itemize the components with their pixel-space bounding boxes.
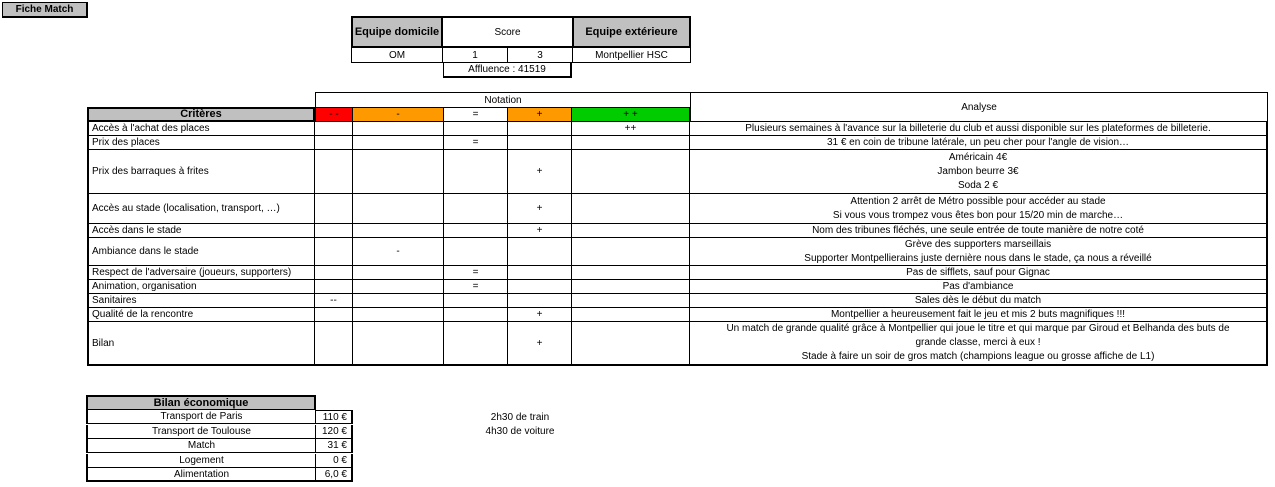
away-team-name: Montpellier HSC (572, 48, 691, 63)
score-header: Score (443, 16, 572, 48)
rating-mark: + (508, 194, 572, 224)
analysis-line: Soda 2 € (957, 179, 999, 191)
rating-mark (444, 322, 508, 366)
rating-mark: + (508, 308, 572, 322)
home-team-name: OM (351, 48, 443, 63)
criterion-label: Prix des places (87, 136, 315, 150)
rating-mark (444, 150, 508, 194)
analysis-header: Analyse (690, 92, 1268, 122)
away-team-header: Equipe extérieure (572, 16, 691, 48)
expense-value: 31 € (316, 439, 353, 453)
criterion-label: Animation, organisation (87, 280, 315, 294)
rating-mark (315, 224, 353, 238)
home-team-header: Equipe domicile (351, 16, 443, 48)
criterion-label: Accès au stade (localisation, transport, …) (87, 194, 315, 224)
criterion-label: Respect de l'adversaire (joueurs, supporters) (87, 266, 315, 280)
rating-mark (315, 194, 353, 224)
scale-neutral: = (444, 107, 508, 122)
rating-mark (572, 136, 690, 150)
rating-mark (315, 280, 353, 294)
rating-mark (315, 122, 353, 136)
rating-mark (508, 266, 572, 280)
rating-mark (353, 122, 444, 136)
criterion-label: Qualité de la rencontre (87, 308, 315, 322)
analysis-cell (690, 194, 1268, 224)
analysis-cell (690, 238, 1268, 266)
rating-mark: = (444, 136, 508, 150)
analysis-line: Un match de grande qualité grâce à Montpellier qui joue le titre et qui marque par Giroud et Belhanda des buts de (726, 323, 1230, 334)
scale-very-good: + + (572, 107, 690, 122)
expense-label: Transport de Toulouse (86, 425, 316, 439)
analysis-line: 31 € en coin de tribune latérale, un peu cher pour l'angle de vision… (826, 136, 1130, 148)
scale-very-bad: - - (315, 107, 353, 122)
expense-value: 6,0 € (316, 468, 353, 482)
analysis-cell (690, 308, 1268, 322)
rating-mark (353, 194, 444, 224)
home-score: 1 (443, 48, 508, 63)
expense-value: 110 € (316, 410, 353, 424)
rating-mark (444, 308, 508, 322)
rating-mark (315, 150, 353, 194)
rating-mark (572, 280, 690, 294)
rating-mark: -- (315, 294, 353, 308)
rating-mark (572, 150, 690, 194)
analysis-cell (690, 122, 1268, 136)
analysis-line: Jambon beurre 3€ (937, 165, 1019, 177)
rating-mark (572, 238, 690, 266)
rating-mark (353, 150, 444, 194)
rating-mark: = (444, 280, 508, 294)
economics-header: Bilan économique (86, 395, 316, 410)
rating-mark (572, 224, 690, 238)
analysis-line: Stade à faire un soir de gros match (champions league ou grosse affiche de L1) (801, 351, 1155, 362)
expense-label: Alimentation (86, 468, 316, 482)
notation-header: Notation (315, 92, 690, 107)
expense-value: 0 € (316, 454, 353, 468)
rating-mark (572, 308, 690, 322)
analysis-cell (690, 280, 1268, 294)
rating-mark (353, 280, 444, 294)
rating-mark (353, 294, 444, 308)
analysis-cell (690, 266, 1268, 280)
criterion-label: Ambiance dans le stade (87, 238, 315, 266)
page-title: Fiche Match (2, 2, 88, 18)
analysis-line: Grève des supporters marseillais (904, 238, 1052, 250)
analysis-line: Nom des tribunes fléchés, une seule entrée de toute manière de notre coté (812, 224, 1144, 236)
analysis-line: Pas de sifflets, sauf pour Gignac (906, 266, 1050, 278)
rating-mark: + (508, 322, 572, 366)
economics-table (86, 395, 354, 483)
rating-mark (508, 280, 572, 294)
analysis-line: Supporter Montpellierains juste dernière nous dans le stade, ça nous a réveillé (804, 252, 1152, 264)
rating-mark (572, 322, 690, 366)
analysis-cell (690, 224, 1268, 238)
analysis-line: grande classe, merci à eux ! (915, 337, 1041, 348)
rating-mark (315, 136, 353, 150)
analysis-line: Pas d'ambiance (942, 280, 1014, 292)
expense-value: 120 € (316, 425, 353, 439)
rating-mark (353, 308, 444, 322)
rating-mark (444, 238, 508, 266)
analysis-line: Attention 2 arrêt de Métro possible pour accéder au stade (850, 195, 1106, 207)
rating-mark: + (508, 150, 572, 194)
rating-mark (444, 294, 508, 308)
rating-mark (353, 322, 444, 366)
rating-mark (508, 238, 572, 266)
rating-mark (444, 194, 508, 224)
expense-label: Transport de Paris (86, 410, 316, 424)
rating-mark (315, 308, 353, 322)
rating-mark (315, 238, 353, 266)
rating-mark (508, 294, 572, 308)
expense-label: Logement (86, 454, 316, 468)
rating-mark (572, 194, 690, 224)
rating-mark: = (444, 266, 508, 280)
attendance: Affluence : 41519 (443, 63, 572, 78)
rating-mark (572, 294, 690, 308)
scale-bad: - (353, 107, 444, 122)
analysis-line: Sales dès le début du match (914, 294, 1042, 306)
rating-mark (353, 136, 444, 150)
rating-mark (508, 122, 572, 136)
rating-mark (508, 136, 572, 150)
scale-good: + (508, 107, 572, 122)
analysis-line: Plusieurs semaines à l'avance sur la billeterie du club et aussi disponible sur les plateformes de billeterie. (745, 122, 1211, 134)
analysis-line: Montpellier a heureusement fait le jeu et mis 2 buts magnifiques !!! (830, 308, 1126, 320)
rating-mark (315, 266, 353, 280)
transport-note-car: 4h30 de voiture (485, 425, 555, 437)
rating-mark (444, 122, 508, 136)
rating-mark: + (508, 224, 572, 238)
criterion-label: Sanitaires (87, 294, 315, 308)
analysis-cell (690, 294, 1268, 308)
rating-mark (353, 266, 444, 280)
analysis-line: Si vous vous trompez vous êtes bon pour 15/20 min de marche… (832, 209, 1124, 221)
criterion-label: Prix des barraques à frites (87, 150, 315, 194)
analysis-cell (690, 150, 1268, 194)
criteria-header: Critères (87, 107, 315, 122)
analysis-cell (690, 322, 1268, 366)
rating-mark: ++ (572, 122, 690, 136)
transport-note-train: 2h30 de train (490, 411, 550, 423)
rating-mark (353, 224, 444, 238)
analysis-line: Américain 4€ (948, 151, 1008, 163)
expense-label: Match (86, 439, 316, 453)
rating-mark (444, 224, 508, 238)
analysis-cell (690, 136, 1268, 150)
criterion-label: Accès à l'achat des places (87, 122, 315, 136)
criterion-label: Bilan (87, 322, 315, 366)
away-score: 3 (508, 48, 572, 63)
rating-mark (572, 266, 690, 280)
criterion-label: Accès dans le stade (87, 224, 315, 238)
rating-mark (315, 322, 353, 366)
rating-mark: - (353, 238, 444, 266)
